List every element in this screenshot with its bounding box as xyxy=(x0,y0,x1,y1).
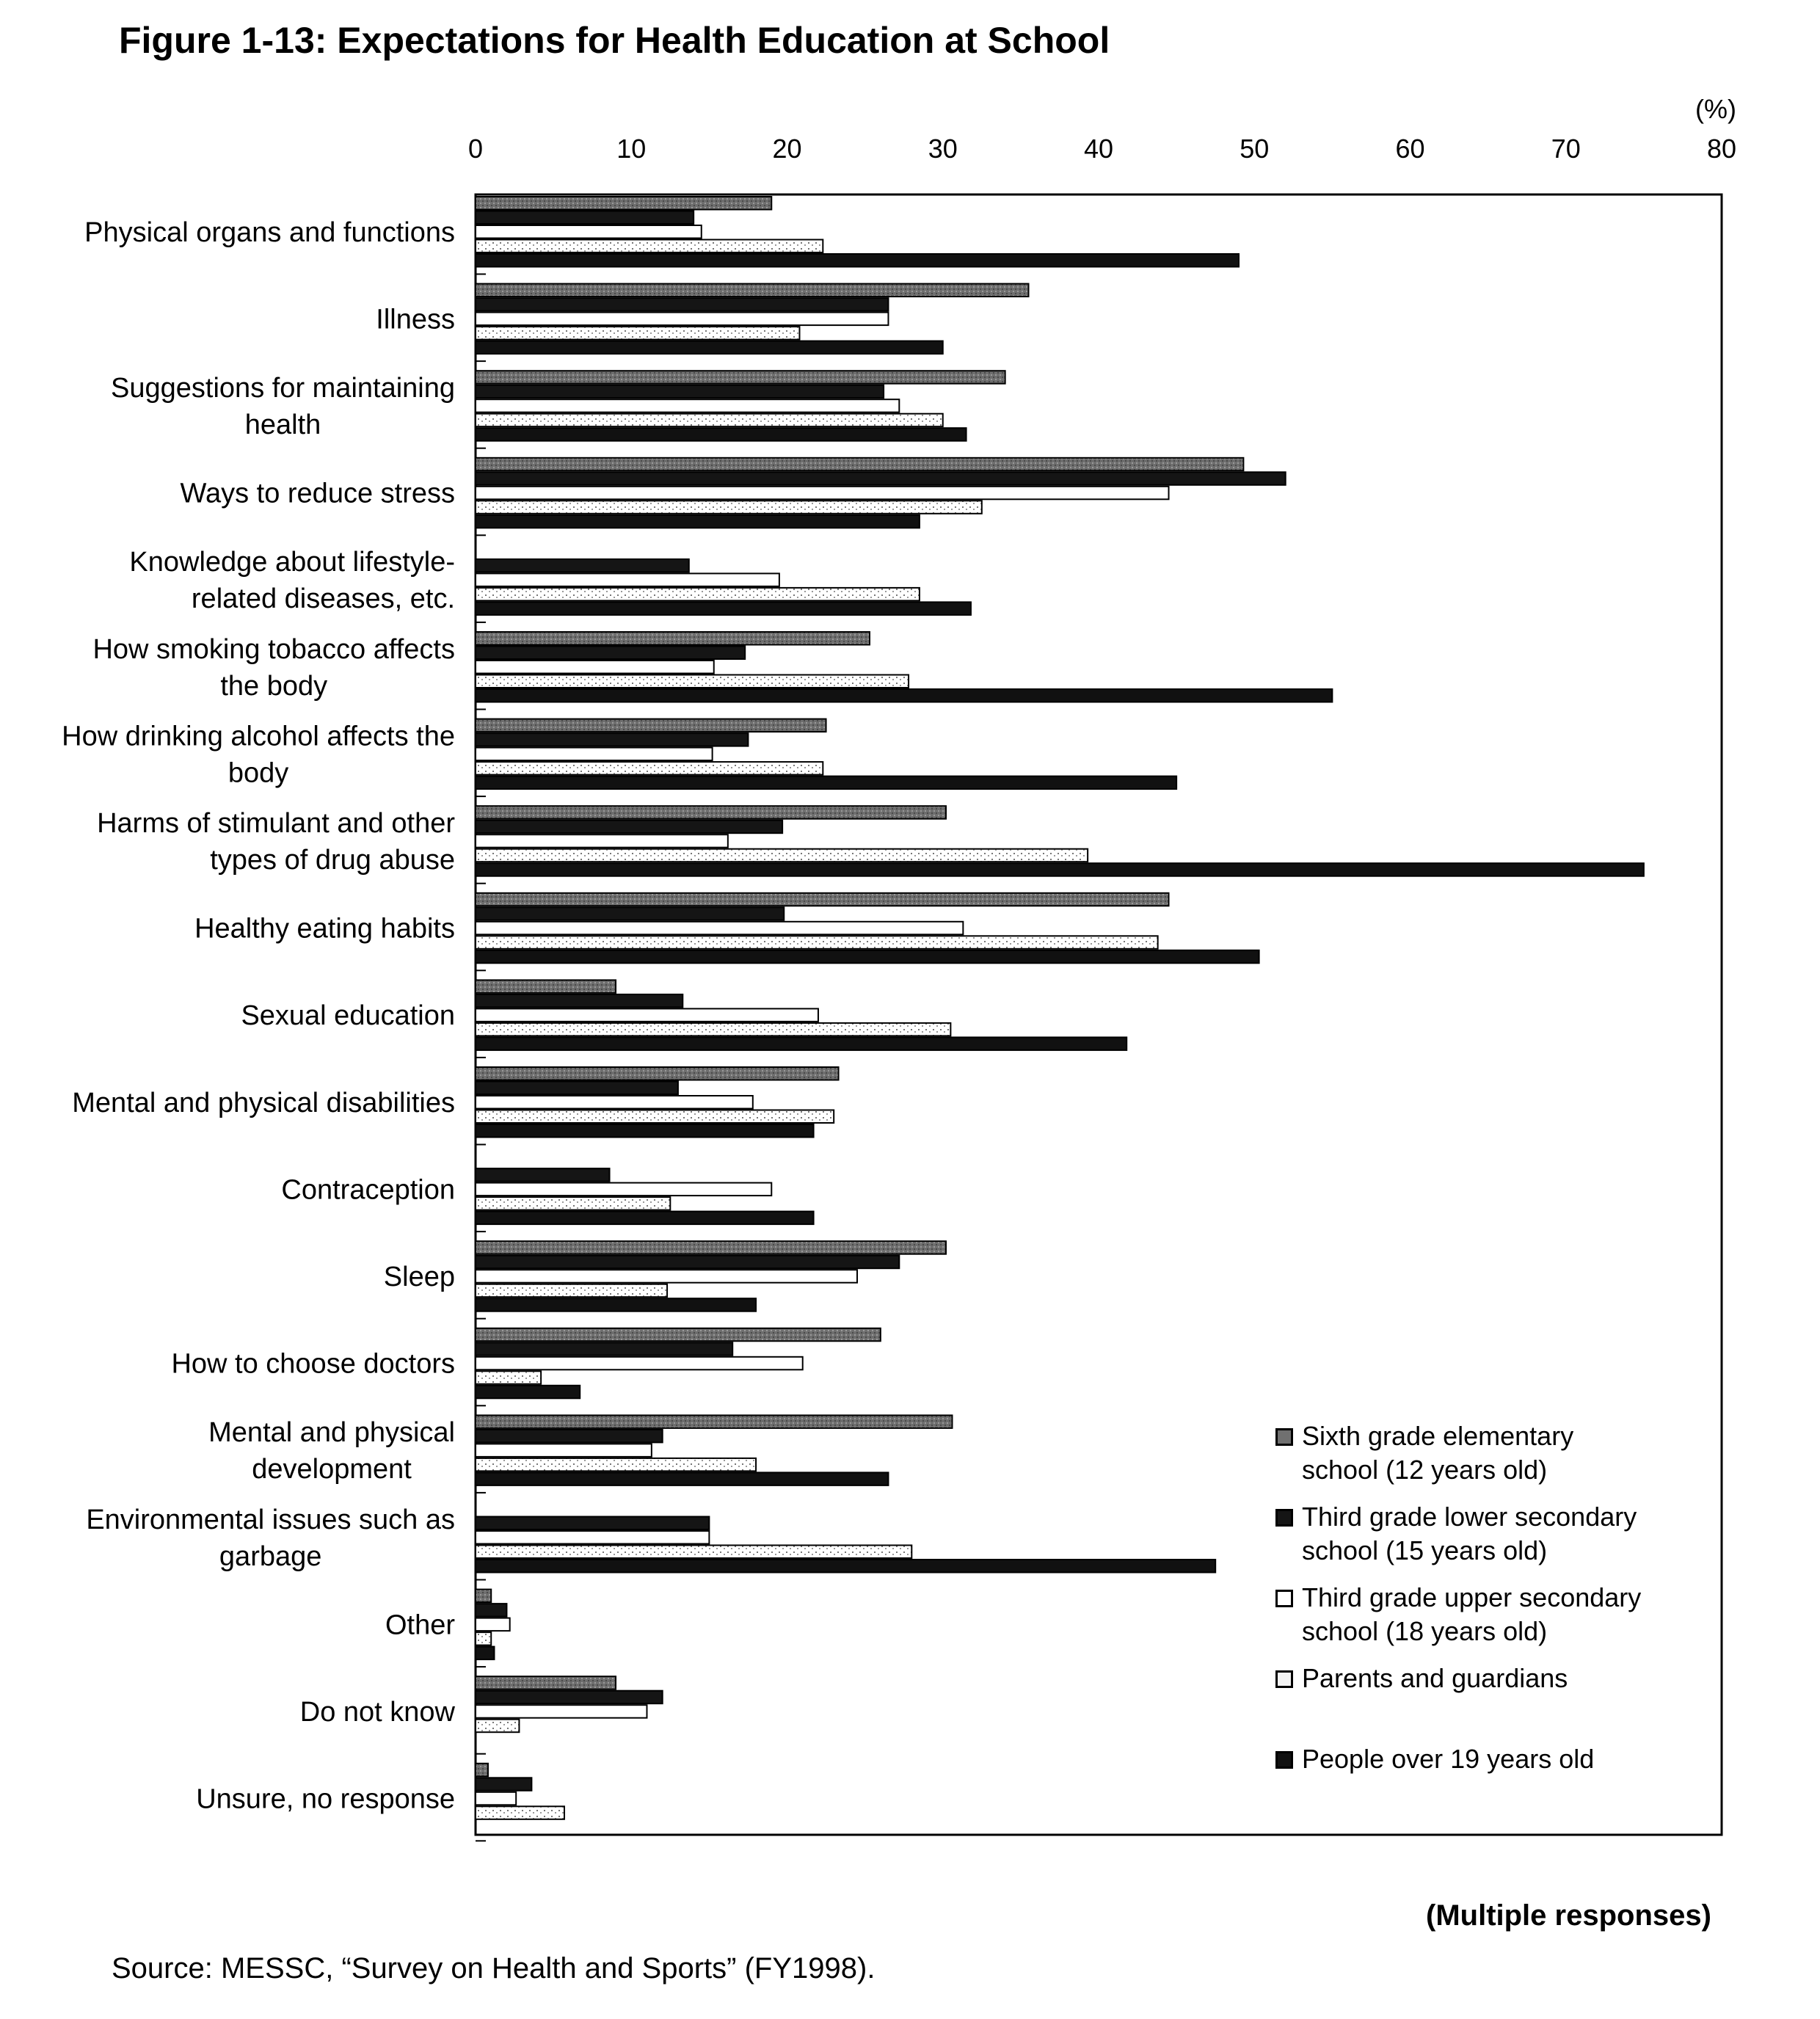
bar-over-19 xyxy=(476,1647,494,1660)
bar-upper-secondary xyxy=(476,1008,818,1022)
category-label: Physical organs and functions xyxy=(84,217,455,248)
x-tick-label: 70 xyxy=(1551,134,1581,164)
category-label: body xyxy=(228,757,289,789)
bar-lower-secondary xyxy=(476,385,884,399)
bar-lower-secondary xyxy=(476,559,689,572)
bar-lower-secondary xyxy=(476,907,784,920)
legend-swatch-upper-secondary xyxy=(1275,1590,1293,1607)
bar-upper-secondary xyxy=(476,1357,803,1370)
category-label: Knowledge about lifestyle- xyxy=(129,547,455,578)
bar-lower-secondary xyxy=(476,1082,678,1095)
bar-parents xyxy=(476,501,982,514)
bar-lower-secondary xyxy=(476,298,888,311)
category-label: the body xyxy=(220,670,328,702)
bar-upper-secondary xyxy=(476,748,713,761)
bar-sixth-grade xyxy=(476,719,826,732)
legend-label-sixth-grade-line2: school (12 years old) xyxy=(1302,1455,1548,1485)
bar-over-19 xyxy=(476,1298,756,1312)
bar-parents xyxy=(476,1110,834,1124)
bar-parents xyxy=(476,762,823,775)
bar-parents xyxy=(476,849,1088,862)
bar-parents xyxy=(476,1284,667,1298)
bar-upper-secondary xyxy=(476,834,728,848)
bar-parents xyxy=(476,1546,911,1559)
multiple-responses-note: (Multiple responses) xyxy=(1426,1899,1711,1932)
category-label: health xyxy=(244,409,321,440)
bar-lower-secondary xyxy=(476,1604,506,1617)
bar-over-19 xyxy=(476,1037,1126,1050)
bar-sixth-grade xyxy=(476,1415,952,1428)
bar-parents xyxy=(476,1720,519,1733)
legend-swatch-over-19 xyxy=(1275,1751,1293,1769)
category-label: types of drug abuse xyxy=(210,844,455,876)
bar-upper-secondary xyxy=(476,1705,647,1718)
bar-over-19 xyxy=(476,776,1176,790)
bar-lower-secondary xyxy=(476,733,748,746)
bar-upper-secondary xyxy=(476,225,702,239)
bar-over-19 xyxy=(476,428,967,441)
bar-upper-secondary xyxy=(476,487,1169,500)
x-tick-label: 0 xyxy=(467,134,484,164)
category-label: Unsure, no response xyxy=(196,1783,455,1815)
bar-sixth-grade xyxy=(476,1764,488,1777)
bar-over-19 xyxy=(476,1386,580,1399)
bar-over-19 xyxy=(476,950,1259,964)
x-tick-label: 80 xyxy=(1706,134,1737,164)
bar-parents xyxy=(476,1371,541,1384)
bar-over-19 xyxy=(476,602,971,615)
bar-sixth-grade xyxy=(476,632,870,645)
bar-parents xyxy=(476,675,909,688)
category-label: development xyxy=(252,1454,412,1485)
bar-parents xyxy=(476,588,920,601)
bar-sixth-grade xyxy=(476,371,1005,384)
bar-lower-secondary xyxy=(476,1256,899,1269)
x-tick-label: 40 xyxy=(1083,134,1114,164)
bar-lower-secondary xyxy=(476,821,782,834)
bar-parents xyxy=(476,1632,491,1645)
category-label: Environmental issues such as xyxy=(86,1504,455,1535)
bar-over-19 xyxy=(476,254,1239,267)
bar-lower-secondary xyxy=(476,472,1286,485)
bar-sixth-grade xyxy=(476,980,616,993)
legend-label-sixth-grade-line1: Sixth grade elementary xyxy=(1302,1421,1574,1451)
bar-over-19 xyxy=(476,863,1644,876)
bar-lower-secondary xyxy=(476,1342,732,1356)
source-note: Source: MESSC, “Survey on Health and Sports” (FY1998). xyxy=(112,1952,876,1985)
legend-swatch-parents xyxy=(1275,1670,1293,1688)
bar-over-19 xyxy=(476,515,920,528)
bar-upper-secondary xyxy=(476,1444,652,1457)
bar-sixth-grade xyxy=(476,1328,881,1342)
bar-sixth-grade xyxy=(476,1067,839,1080)
bar-over-19 xyxy=(476,1560,1215,1573)
legend-swatch-sixth-grade xyxy=(1275,1428,1293,1446)
category-label: Healthy eating habits xyxy=(194,913,455,945)
bar-upper-secondary xyxy=(476,1618,510,1631)
legend-label-lower-secondary-line1: Third grade lower secondary xyxy=(1302,1502,1637,1532)
bar-over-19 xyxy=(476,341,943,354)
bar-lower-secondary xyxy=(476,647,745,660)
legend-label-lower-secondary-line2: school (15 years old) xyxy=(1302,1535,1548,1565)
category-label: Do not know xyxy=(299,1696,455,1728)
bar-upper-secondary xyxy=(476,1531,709,1544)
bar-upper-secondary xyxy=(476,1270,857,1283)
bar-sixth-grade xyxy=(476,458,1243,471)
category-label: Illness xyxy=(376,304,455,335)
bar-over-19 xyxy=(476,1124,814,1138)
category-label: Harms of stimulant and other xyxy=(97,807,455,839)
legend-label-over-19: People over 19 years old xyxy=(1302,1744,1595,1774)
bar-sixth-grade xyxy=(476,893,1169,906)
category-label: How smoking tobacco affects xyxy=(92,633,455,665)
bar-upper-secondary xyxy=(476,922,963,935)
unit-label: (%) xyxy=(1695,94,1736,124)
category-label: Sexual education xyxy=(241,1000,455,1032)
bar-upper-secondary xyxy=(476,313,888,326)
bar-parents xyxy=(476,1806,564,1819)
category-label: How to choose doctors xyxy=(171,1348,455,1380)
bar-sixth-grade xyxy=(476,1590,491,1603)
bar-lower-secondary xyxy=(476,1778,531,1791)
bar-sixth-grade xyxy=(476,1676,616,1689)
category-label: Mental and physical xyxy=(208,1417,455,1449)
bar-parents xyxy=(476,1023,950,1036)
figure-title: Figure 1-13: Expectations for Health Education at School xyxy=(119,20,1110,61)
bar-over-19 xyxy=(476,1212,814,1225)
bar-lower-secondary xyxy=(476,1691,663,1704)
bar-sixth-grade xyxy=(476,806,946,819)
bar-sixth-grade xyxy=(476,1241,946,1254)
bar-lower-secondary xyxy=(476,1430,663,1443)
category-label: garbage xyxy=(219,1540,322,1572)
category-label: How drinking alcohol affects the xyxy=(62,721,455,752)
category-label: Ways to reduce stress xyxy=(180,478,455,509)
bar-parents xyxy=(476,1458,756,1471)
bar-over-19 xyxy=(476,1472,888,1485)
bar-parents xyxy=(476,1197,670,1210)
bar-lower-secondary xyxy=(476,211,694,225)
bar-parents xyxy=(476,414,943,427)
category-label: Contraception xyxy=(281,1174,455,1206)
x-tick-label: 60 xyxy=(1395,134,1425,164)
category-label: Other xyxy=(385,1609,455,1641)
bar-upper-secondary xyxy=(476,1792,516,1805)
category-label: related diseases, etc. xyxy=(191,583,455,615)
bar-upper-secondary xyxy=(476,1096,753,1109)
bar-upper-secondary xyxy=(476,573,779,586)
legend-swatch-lower-secondary xyxy=(1275,1509,1293,1527)
legend-label-upper-secondary-line1: Third grade upper secondary xyxy=(1302,1582,1642,1612)
bar-lower-secondary xyxy=(476,1168,610,1182)
bar-parents xyxy=(476,327,799,340)
x-tick-label: 20 xyxy=(772,134,802,164)
bar-over-19 xyxy=(476,689,1332,702)
bar-upper-secondary xyxy=(476,661,714,674)
category-label: Sleep xyxy=(383,1261,455,1292)
bar-sixth-grade xyxy=(476,197,771,210)
bar-parents xyxy=(476,240,823,253)
bar-sixth-grade xyxy=(476,284,1028,297)
category-label: Mental and physical disabilities xyxy=(72,1087,455,1118)
bar-upper-secondary xyxy=(476,399,899,412)
bar-upper-secondary xyxy=(476,1183,771,1196)
x-tick-label: 50 xyxy=(1240,134,1270,164)
bar-lower-secondary xyxy=(476,994,682,1008)
category-label: Suggestions for maintaining xyxy=(111,372,455,404)
x-tick-label: 30 xyxy=(928,134,958,164)
x-tick-label: 10 xyxy=(616,134,647,164)
bar-lower-secondary xyxy=(476,1517,709,1530)
legend-label-parents: Parents and guardians xyxy=(1302,1663,1568,1693)
bar-parents xyxy=(476,936,1158,949)
legend-label-upper-secondary-line2: school (18 years old) xyxy=(1302,1616,1548,1646)
